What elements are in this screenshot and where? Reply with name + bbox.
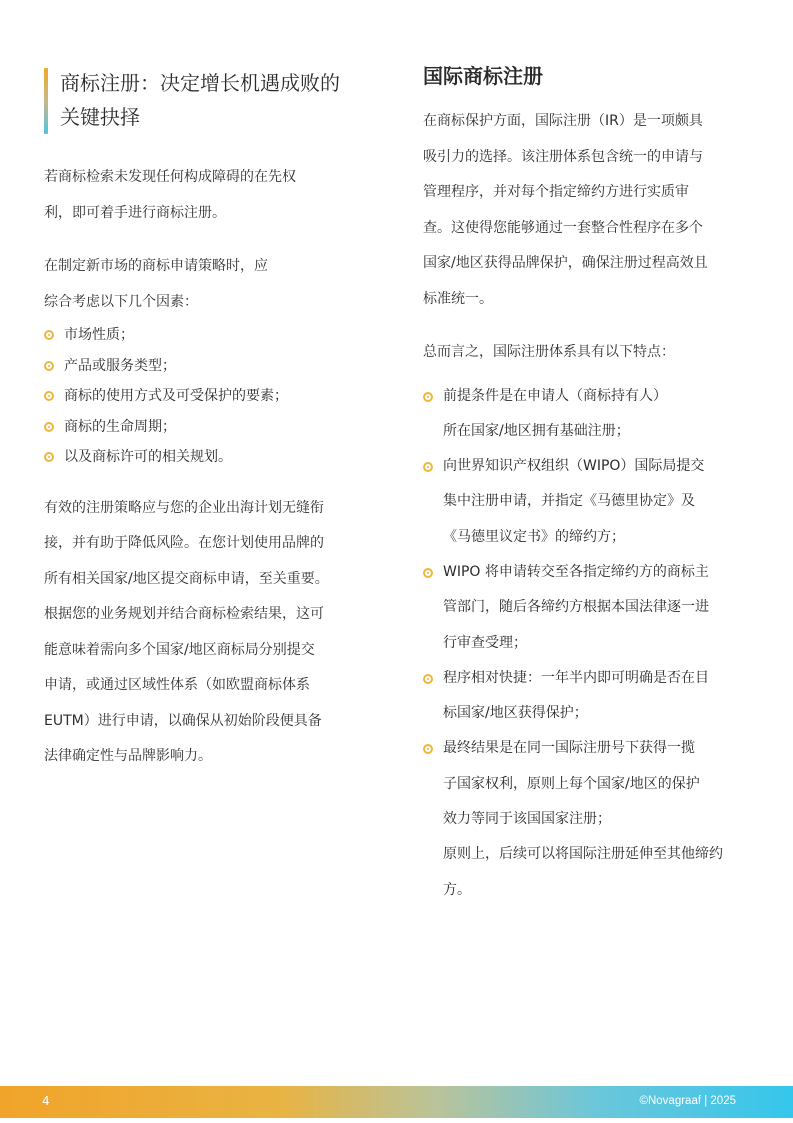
paragraph [423,335,768,371]
list-item-text: 程序相对快捷：一年半内即可明确是否在目 [443,669,709,686]
text-line: 总而言之，国际注册体系具有以下特点： [423,344,675,360]
list-item-text: 市场性质； [64,327,134,343]
text-line: 综合考虑以下几个因素： [44,293,198,310]
text-line: 申请，或通过区域性体系（如欧盟商标体系 [44,677,310,693]
list-item-text: 《马德里议定书》的缔约方； [443,528,625,545]
bullet-circle-icon [44,361,54,371]
list-item-text: 产品或服务类型； [64,357,176,374]
list-item [423,555,768,661]
text-line: 在商标保护方面，国际注册（IR）是一项颇具 [423,113,703,129]
list-item [423,449,768,555]
text-line: 接，并有助于降低风险。在您计划使用品牌的 [44,535,324,551]
section-heading: 国际商标注册 [423,64,543,88]
paragraph [44,249,374,320]
list-item-text: 标国家/地区获得保护； [443,705,588,722]
paragraph [423,104,768,317]
list-item [44,351,374,382]
list-item [44,412,374,443]
list-item-text: 子国家权利，原则上每个国家/地区的保护 [443,775,700,792]
list-item [423,379,768,450]
list-item-text: 前提条件是在申请人（商标持有人） [443,387,667,404]
list-item-text: 商标的生命周期； [64,418,176,435]
feature-list [423,379,768,908]
bullet-circle-icon [44,422,54,432]
list-item-text: 以及商标许可的相关规划。 [64,449,232,465]
bullet-circle-icon [44,330,54,340]
list-item-text: 集中注册申请，并指定《马德里协定》及 [443,493,695,510]
list-item-text: 效力等同于该国国家注册； [443,811,611,828]
text-line: 法律确定性与品牌影响力。 [44,748,212,764]
text-line: 利，即可着手进行商标注册。 [44,204,226,221]
list-item [44,320,374,351]
list-item-text: 原则上，后续可以将国际注册延伸至其他缔约 [443,846,723,863]
bullet-circle-icon [423,462,433,472]
list-item-text: 商标的使用方式及可受保护的要素； [64,388,288,404]
text-line: 吸引力的选择。该注册体系包含统一的申请与 [423,148,703,165]
copyright-text: ©Novagraaf | 2025 [639,1095,736,1107]
list-item [423,731,768,907]
section-heading [44,66,374,134]
text-line: 管理程序，并对每个指定缔约方进行实质审 [423,184,689,200]
heading-line: 关键抉择 [60,105,140,129]
list-item [423,661,768,732]
text-line: EUTM）进行申请，以确保从初始阶段便具备 [44,712,322,729]
text-line: 根据您的业务规划并结合商标检索结果，这可 [44,606,324,622]
bullet-circle-icon [423,674,433,684]
list-item-text: 管部门，随后各缔约方根据本国法律逐一进 [443,599,709,616]
list-item-text: 行审查受理； [443,634,527,651]
text-line: 在制定新市场的商标申请策略时，应 [44,258,268,274]
list-item-text: 所在国家/地区拥有基础注册； [443,422,630,439]
bullet-circle-icon [44,391,54,401]
page-number: 4 [42,1094,50,1108]
list-item [44,442,374,473]
heading-line: 商标注册：决定增长机遇成败的 [60,71,340,95]
text-line: 标准统一。 [423,290,493,307]
bullet-circle-icon [423,744,433,754]
left-column [44,66,374,775]
bullet-circle-icon [44,452,54,462]
text-line: 查。这使得您能够通过一套整合性程序在多个 [423,219,703,236]
list-item-text: WIPO 将申请转交至各指定缔约方的商标主 [443,563,709,580]
text-line: 有效的注册策略应与您的企业出海计划无缝衔 [44,499,324,516]
list-item-text: 最终结果是在同一国际注册号下获得一揽 [443,740,695,757]
right-column [423,60,768,908]
bullet-circle-icon [423,392,433,402]
list-item [44,381,374,412]
text-line: 所有相关国家/地区提交商标申请，至关重要。 [44,570,329,587]
list-item-text: 向世界知识产权组织（WIPO）国际局提交 [443,458,705,475]
bullet-circle-icon [423,568,433,578]
page-footer [0,1086,793,1118]
heading-accent-bar [44,68,48,134]
text-line: 若商标检索未发现任何构成障碍的在先权 [44,169,296,185]
paragraph [44,491,374,775]
list-item-text: 方。 [443,881,471,898]
factor-list [44,320,374,473]
text-line: 国家/地区获得品牌保护，确保注册过程高效且 [423,255,708,271]
text-line: 能意味着需向多个国家/地区商标局分别提交 [44,641,315,658]
paragraph [44,160,374,231]
